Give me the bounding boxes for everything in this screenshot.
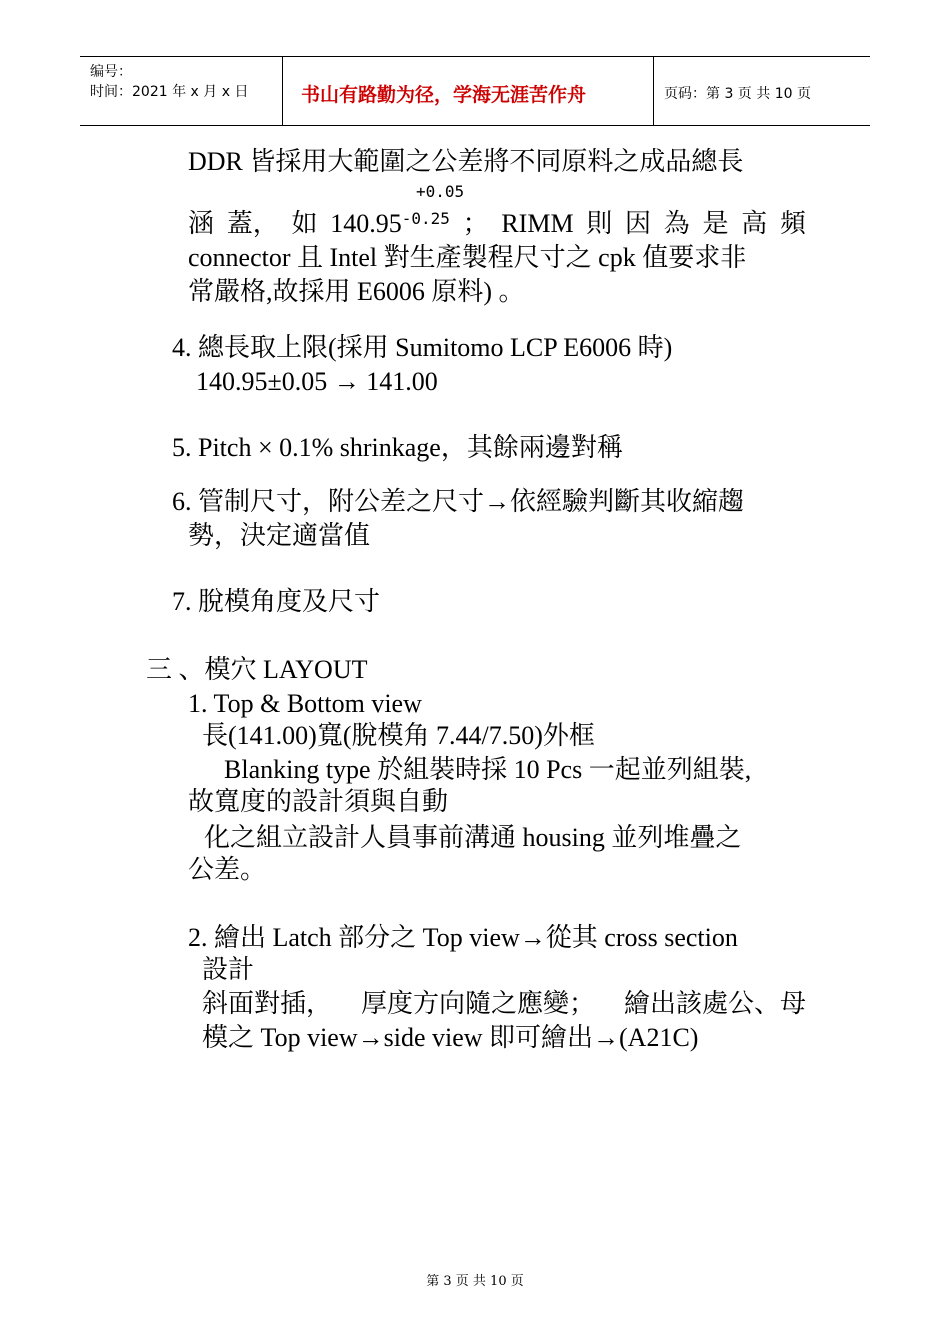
item-6-line2: 勢，決定適當值 — [188, 521, 371, 550]
phrase: 厚度方向隨之應變； — [360, 989, 595, 1018]
header-page-info: 页码：第 3 页 共 10 页 — [664, 86, 811, 102]
document-time-label: 时间：2021 年 x 月 x 日 — [90, 84, 249, 100]
section-3-1-line3: 故寬度的設計須與自動 — [188, 787, 449, 816]
phrase: 斜面對插， — [202, 989, 333, 1018]
phrase: 繪出該處公、母 — [623, 989, 806, 1018]
section-3-1-line5: 公差。 — [188, 855, 267, 884]
paragraph-ddr-line3: connector 且 Intel 對生產製程尺寸之 cpk 值要求非 — [188, 243, 747, 272]
section-3-2-line3 — [202, 988, 806, 1020]
word: 涵 — [188, 209, 215, 238]
word: 則 — [586, 209, 613, 238]
word: 因 — [625, 209, 652, 238]
paragraph-ddr-line2 — [188, 208, 806, 243]
document-number-label: 编号： — [90, 64, 132, 80]
paragraph-ddr-line4: 常嚴格,故採用 E6006 原料) 。 — [188, 277, 525, 306]
section-3-1-line2: Blanking type 於組裝時採 10 Pcs 一起並列組裝, — [224, 755, 752, 784]
section-3-2-line4: 模之 Top view→side view 即可繪出→(A21C) — [202, 1023, 699, 1052]
section-3-2-line2: 設計 — [202, 955, 255, 984]
item-4-heading: 4. 總長取上限(採用 Sumitomo LCP E6006 時) — [172, 333, 673, 362]
tolerance-superscript: +0.05 — [416, 182, 465, 201]
word: ； — [462, 209, 489, 238]
section-3-1-line4: 化之組立設計人員事前溝通 housing 並列堆疊之 — [204, 823, 742, 852]
page-header — [80, 56, 870, 126]
section-3-1-line1: 長(141.00)寬(脫模角 7.44/7.50)外框 — [202, 721, 595, 750]
word: RIMM — [501, 209, 574, 238]
section-3-heading: 三 、模穴 LAYOUT — [146, 655, 368, 684]
item-6-line1: 6. 管制尺寸，附公差之尺寸→依經驗判斷其收縮趨 — [172, 487, 745, 516]
item-7: 7. 脫模角度及尺寸 — [172, 587, 381, 616]
header-meta-cell — [80, 57, 283, 125]
word: 是 — [702, 209, 729, 238]
section-3-1-title: 1. Top & Bottom view — [188, 689, 422, 718]
paragraph-ddr-line1: DDR 皆採用大範圍之公差將不同原料之成品總長 — [188, 147, 744, 176]
tolerance-subscript: -0.25 — [401, 209, 450, 228]
tolerance-value: $140.95^{-0.25}$ — [330, 209, 450, 238]
header-motto-cell — [283, 57, 654, 125]
word: 高 — [741, 209, 768, 238]
header-motto: 书山有路勤为径，学海无涯苦作舟 — [301, 84, 587, 106]
word: 如 — [291, 209, 318, 238]
word: 為 — [663, 209, 690, 238]
word: 頻 — [779, 209, 806, 238]
word: 蓋， — [226, 209, 279, 238]
page-footer: 第 3 页 共 10 页 — [426, 1274, 524, 1289]
item-4-value: 140.95±0.05 → 141.00 — [196, 367, 438, 396]
item-5: 5. Pitch × 0.1% shrinkage，其餘兩邊對稱 — [172, 433, 623, 462]
header-page-cell — [654, 57, 870, 125]
section-3-2-line1: 2. 繪出 Latch 部分之 Top view→從其 cross section — [188, 923, 738, 952]
